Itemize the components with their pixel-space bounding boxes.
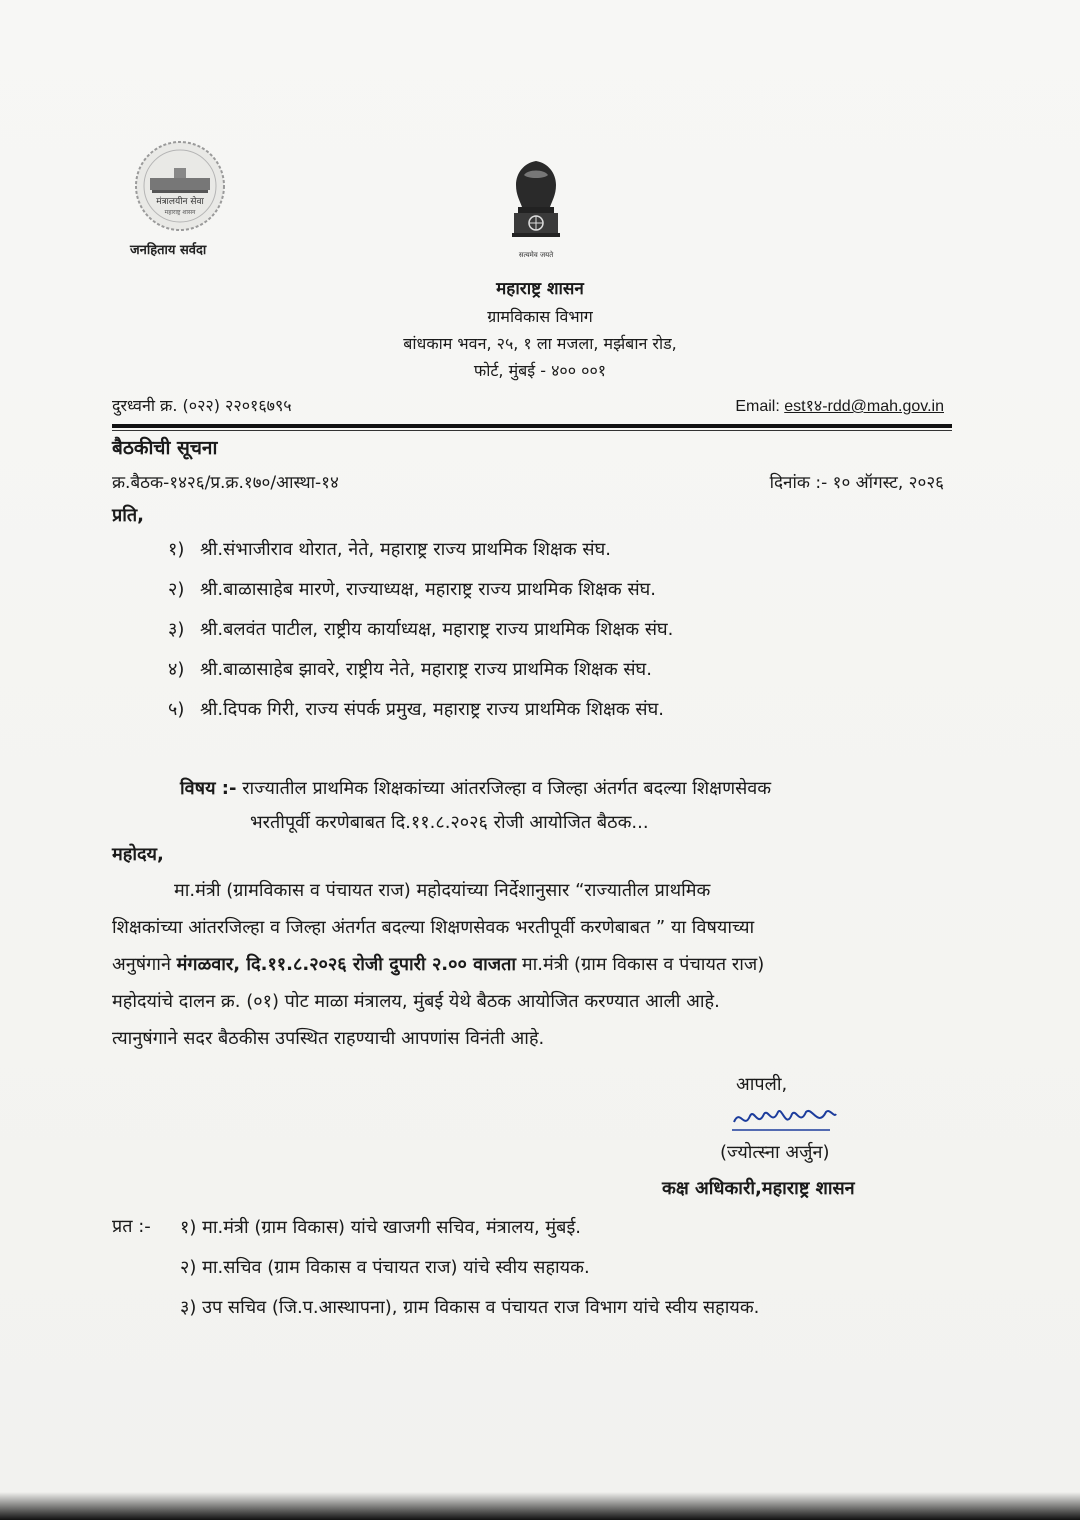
- list-item: १) मा.मंत्री (ग्राम विकास) यांचे खाजगी सचिव, मंत्रालय, मुंबई.: [180, 1217, 581, 1238]
- list-item: ५) श्री.दिपक गिरी, राज्य संपर्क प्रमुख, महाराष्ट्र राज्य प्राथमिक शिक्षक संघ.: [168, 699, 664, 720]
- list-item: ३) उप सचिव (जि.प.आस्थापना), ग्राम विकास व पंचायत राज विभाग यांचे स्वीय सहायक.: [180, 1297, 760, 1318]
- department-name: ग्रामविकास विभाग: [487, 307, 593, 326]
- header-divider: [112, 424, 952, 428]
- subject-line-2: भरतीपूर्वी करणेबाबत दि.११.८.२०२६ रोजी आयोजित बैठक...: [250, 812, 649, 833]
- subject-line-1: राज्यातील प्राथमिक शिक्षकांच्या आंतरजिल्हा व जिल्हा अंतर्गत बदल्या शिक्षणसेवक: [242, 778, 772, 799]
- seal-subtext: महाराष्ट्र शासन: [164, 209, 196, 216]
- closing: आपली,: [736, 1074, 788, 1095]
- reference-number: क्र.बैठक-१४२६/प्र.क्र.१७०/आस्था-१४: [112, 473, 339, 493]
- emblem-motto: सत्यमेव जयते: [518, 251, 554, 259]
- body-paragraph: [112, 872, 948, 1057]
- recipient-list: [168, 536, 928, 736]
- list-item: २) श्री.बाळासाहेब मारणे, राज्याध्यक्ष, महाराष्ट्र राज्य प्राथमिक शिक्षक संघ.: [168, 579, 657, 600]
- signatory-designation: कक्ष अधिकारी,महाराष्ट्र शासन: [662, 1178, 855, 1199]
- list-item: १) श्री.संभाजीराव थोरात, नेते, महाराष्ट्र राज्य प्राथमिक शिक्षक संघ.: [168, 539, 611, 560]
- handwritten-signature: [730, 1100, 840, 1136]
- email-label: Email:: [735, 398, 780, 415]
- government-name: महाराष्ट्र शासन: [496, 279, 584, 299]
- to-label: प्रति,: [112, 505, 145, 526]
- list-item: २) मा.सचिव (ग्राम विकास व पंचायत राज) यांचे स्वीय सहायक.: [180, 1257, 590, 1278]
- meeting-datetime: मंगळवार, दि.११.८.२०२६ रोजी दुपारी २.०० वाजता: [176, 954, 517, 975]
- letter-date: दिनांक :- १० ऑगस्ट, २०२६: [769, 473, 944, 493]
- email-contact: [735, 394, 944, 416]
- address-line-2: फोर्ट, मुंबई - ४०० ००१: [473, 361, 607, 380]
- address-line-1: बांधकाम भवन, २५, १ ला मजला, मर्झबान रोड,: [403, 334, 677, 353]
- list-item: ४) श्री.बाळासाहेब झावरे, राष्ट्रीय नेते, महाराष्ट्र राज्य प्राथमिक शिक्षक संघ.: [168, 659, 652, 680]
- subject-label: विषय :-: [180, 778, 237, 799]
- header-divider-thin: [112, 430, 952, 431]
- list-item: ३) श्री.बलवंत पाटील, राष्ट्रीय कार्याध्यक्ष, महाराष्ट्र राज्य प्राथमिक शिक्षक संघ.: [168, 619, 674, 640]
- seal-tagline: जनहिताय सर्वदा: [130, 243, 207, 258]
- body-line-3: अनुषंगाने मंगळवार, दि.११.८.२०२६ रोजी दुपारी २.०० वाजता मा.मंत्री (ग्राम विकास व पंचायत राज): [112, 954, 765, 975]
- body-line-5: त्यानुषंगाने सदर बैठकीस उपस्थित राहण्याची आपणांस विनंती आहे.: [112, 1028, 545, 1049]
- notice-title: बैठकीची सूचना: [112, 437, 218, 459]
- signatory-name: (ज्योत्स्ना अर्जुन): [720, 1142, 830, 1163]
- phone-number: दुरध्वनी क्र. (०२२) २२०१६७९५: [112, 396, 292, 415]
- contact-row: [112, 394, 944, 420]
- body-line-1: मा.मंत्री (ग्रामविकास व पंचायत राज) महोदयांच्या निर्देशानुसार “राज्यातील प्राथमिक: [174, 880, 711, 901]
- seal-text: मंत्रालयीन सेवा: [156, 197, 204, 207]
- copies-label: प्रत :-: [112, 1216, 151, 1237]
- body-line-4: महोदयांचे दालन क्र. (०१) पोट माळा मंत्रालय, मुंबई येथे बैठक आयोजित करण्यात आली आहे.: [112, 991, 720, 1012]
- body-line-2: शिक्षकांच्या आंतरजिल्हा व जिल्हा अंतर्गत बदल्या शिक्षणसेवक भरतीपूर्वी करणेबाबत ” या विषयाच्या: [112, 917, 755, 938]
- letterhead: [300, 276, 780, 384]
- scan-edge-shadow: [0, 1492, 1080, 1520]
- subject-block: [180, 772, 950, 840]
- national-emblem-icon: [498, 155, 574, 265]
- salutation: महोदय,: [112, 844, 164, 865]
- mantralaya-seal-icon: [128, 138, 232, 234]
- email-address: est१४-rdd@mah.gov.in: [784, 398, 944, 415]
- copies-list: [180, 1214, 759, 1334]
